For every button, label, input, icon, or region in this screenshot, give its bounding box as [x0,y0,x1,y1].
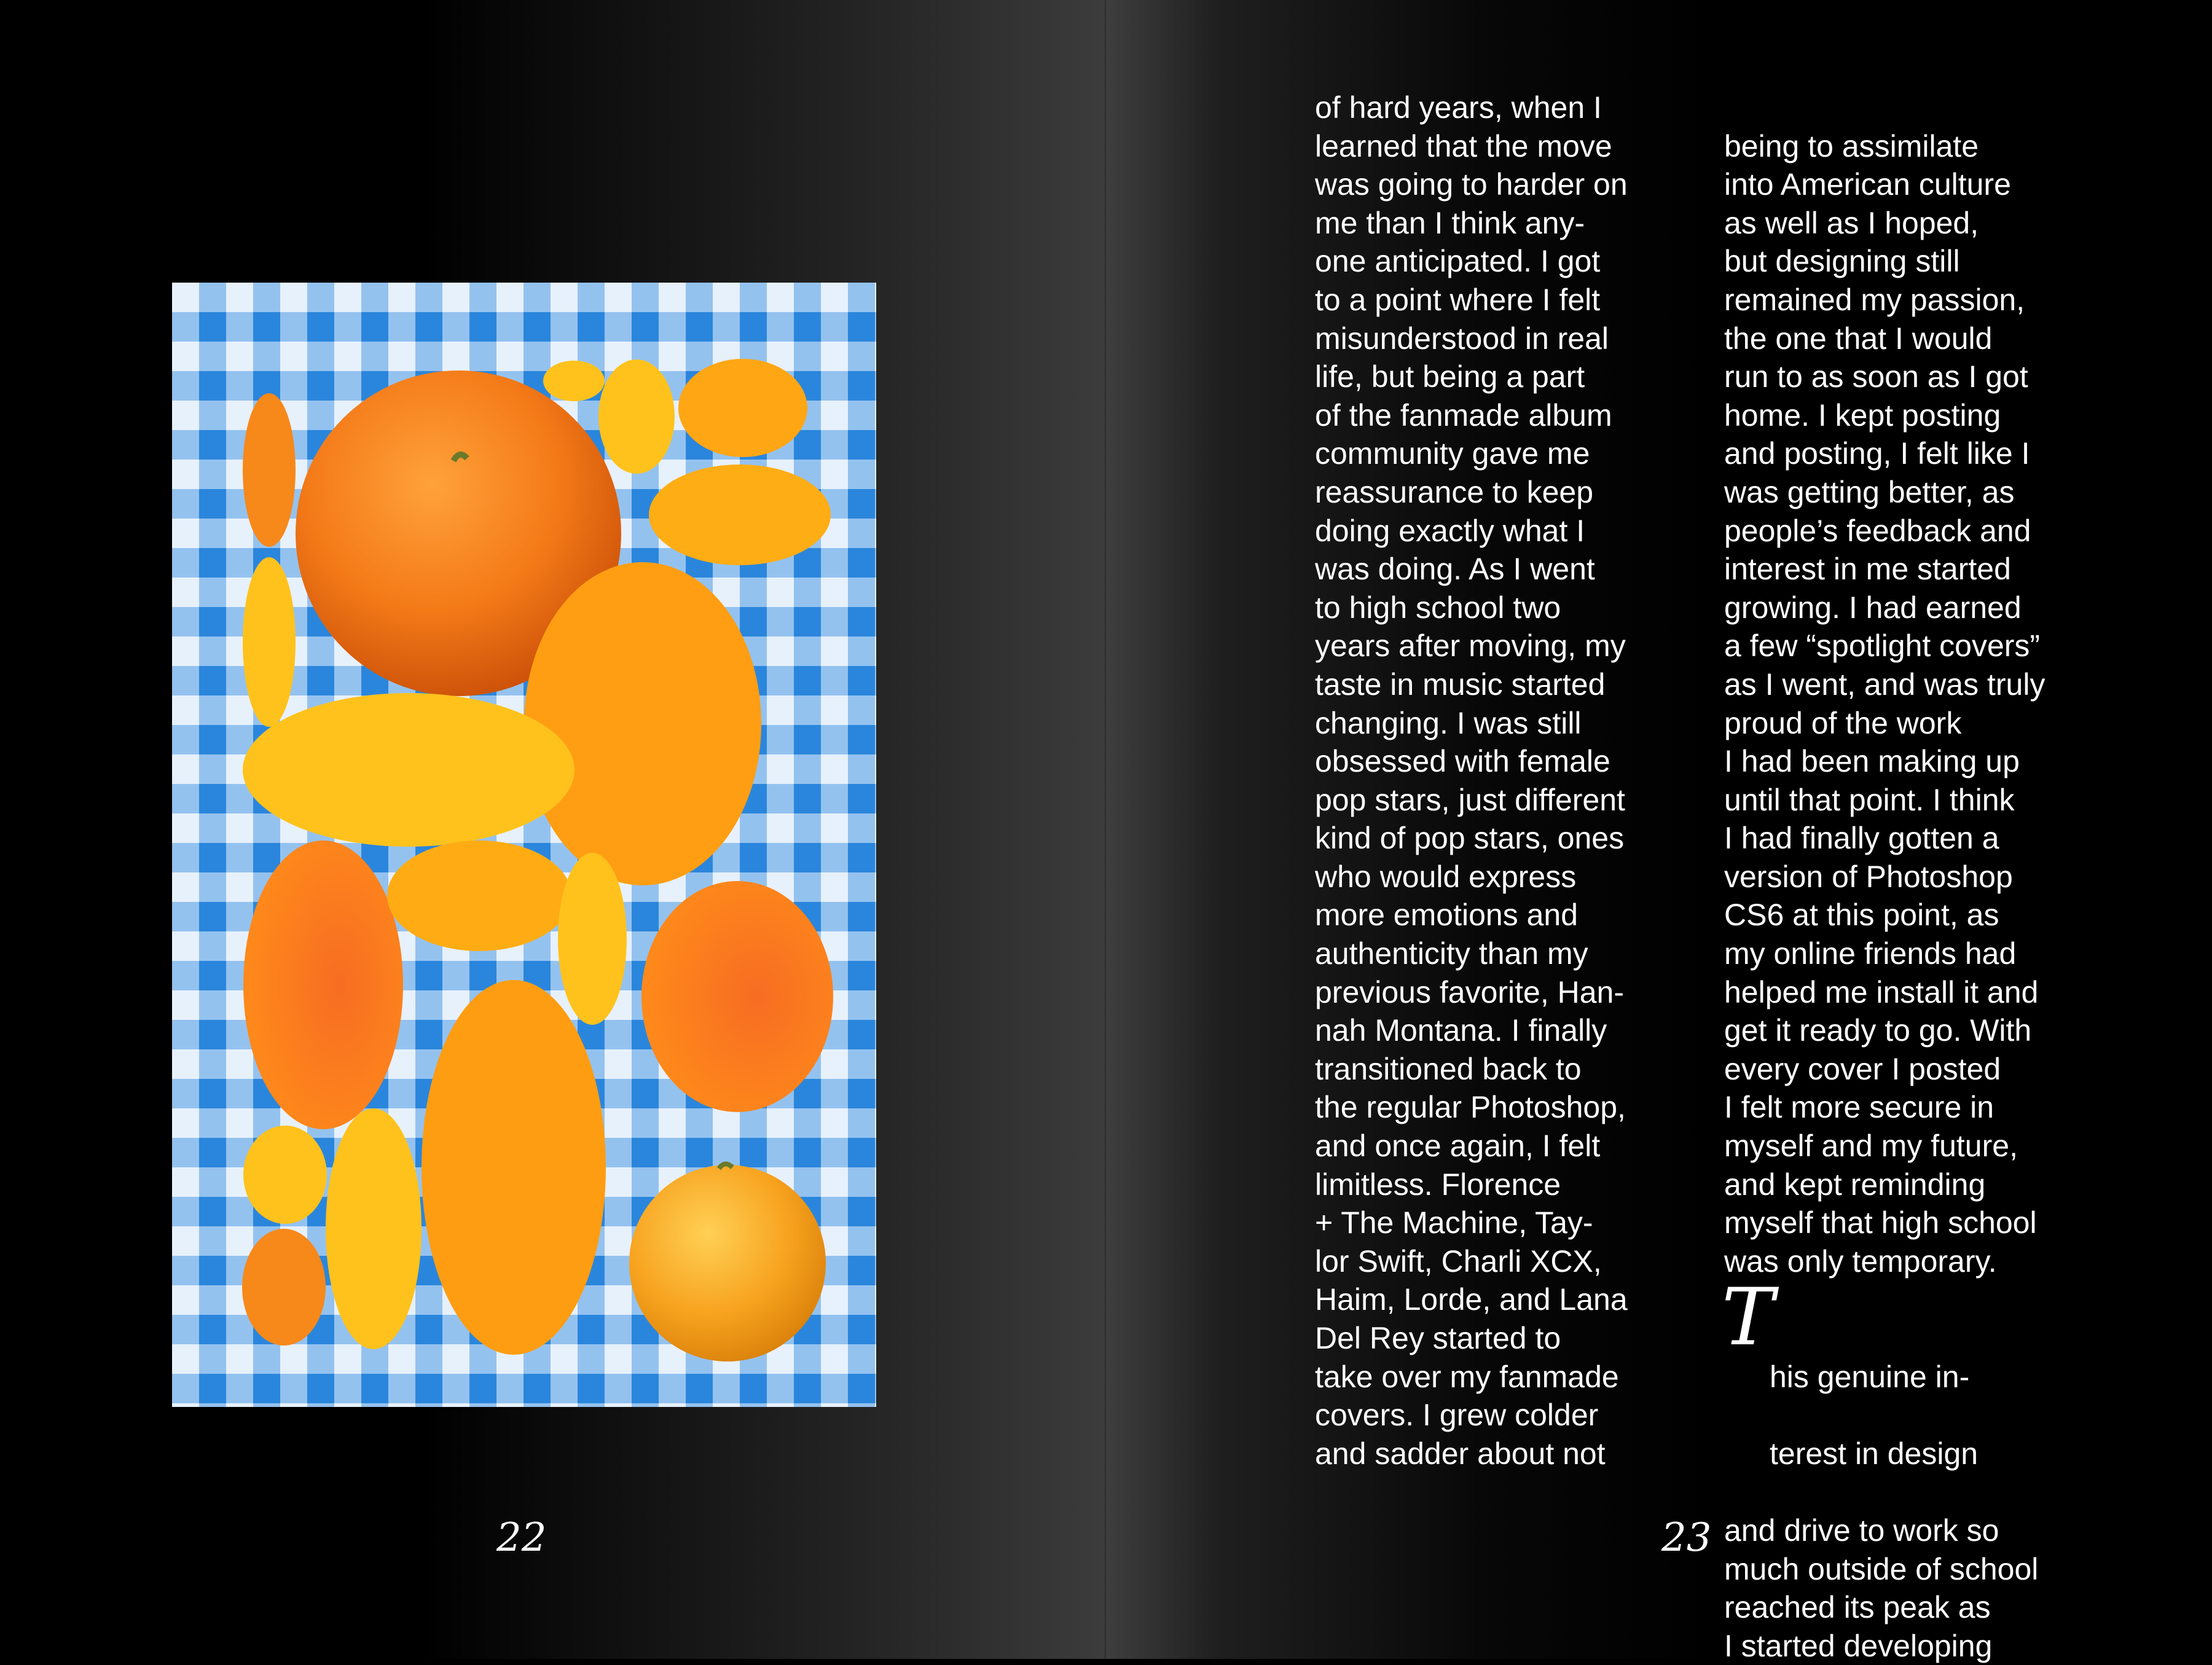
shape-left-tall-1 [243,393,296,547]
shape-bottom-left-tall [326,1108,422,1349]
shape-left-tall-2 [243,557,296,727]
column-2-text-after: and drive to work so much outside of school reached its peak as I started developing [1724,1513,2039,1663]
shape-upright-oval [598,359,675,474]
left-page [0,0,1106,1659]
column-2-text-before: being to assimilate into American culture as well as I hoped, but designing still remained my passion, the one that I would run to as soon as I got home. I kept posting and posting, I felt like I was getting better, as people’s feedback and interest in me started growing. I had earned a few “spotlight covers” as I went, and was truly proud of the work I had been making up until that point. I think I had finally gotten a version of Photoshop CS6 at this point, as my online friends had helped me install it and get it ready to go. With every cover I posted I felt more secure in myself and my future, and kept reminding myself that high school was only temporary. [1724,128,2045,1279]
shape-center-oval [387,840,571,951]
shape-bottom-left-small [243,1126,327,1224]
artwork-image [172,283,876,1407]
page-number-left: 22 [496,1515,547,1561]
shape-right-deep-oval [641,881,833,1112]
shape-small-oval [543,361,605,401]
shape-right-wide-oval [649,464,831,565]
drop-cap-line-1: his genuine in- [1770,1359,1970,1394]
shape-right-large-oval [524,562,761,885]
shape-left-deep-oval [243,840,403,1129]
oranges-on-gingham-artwork [172,283,876,1407]
body-text-column-2 [1724,88,2093,1665]
shape-bottom-left-deep [242,1229,326,1346]
drop-cap-letter: T [1722,1272,1775,1364]
drop-cap-line-2: terest in design [1770,1436,1979,1471]
shape-top-right-oval [678,359,807,457]
small-orange [629,1165,826,1361]
shape-center-wide-oval [243,693,575,847]
shape-thin-upright-oval [558,853,627,1025]
drop-cap-paragraph [1722,1272,2093,1511]
page-number-right: 23 [1661,1515,1712,1561]
shape-bottom-tall-oval [422,980,606,1355]
body-text-column-1: of hard years, when I learned that the move was going to harder on me than I think any- one anticipated. I got to a point where I felt misunderstood in real life, but being a part of the fanmade album community gave me reassurance to keep doing exactly what I was doing. As I went to high school two years after moving, my taste in music started changing. I was still obsessed with female pop stars, just different kind of pop stars, ones who would express more emotions and authenticity than my previous favorite, Han- nah Montana. I finally transitioned back to the regular Photoshop, and once again, I felt limitless. Florence + The Machine, Tay- lor Swift, Charli XCX, Haim, Lorde, and Lana Del Rey started to take over my fanmade covers. I grew colder and sadder about not [1315,90,1628,1471]
